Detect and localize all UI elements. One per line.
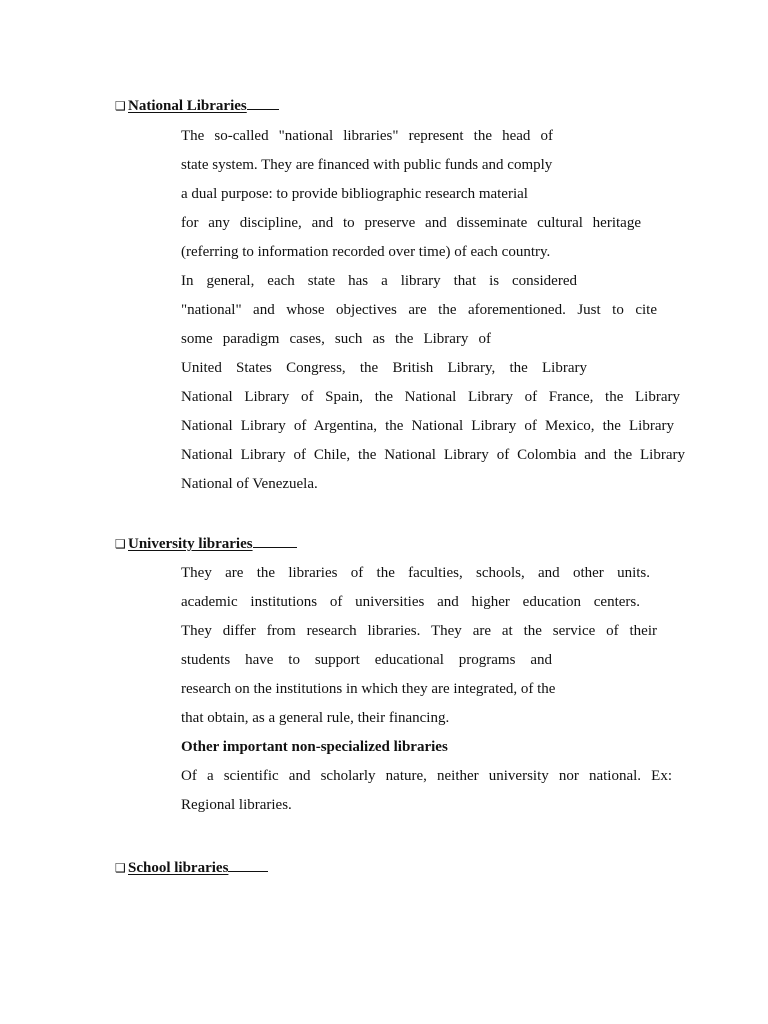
paragraph-line: academic institutions of universities and higher education centers. (181, 594, 640, 610)
paragraph-line: The so-called "national libraries" represent the head of (181, 128, 553, 144)
paragraph-line: In general, each state has a library that is considered (181, 273, 577, 289)
paragraph-line: "national" and whose objectives are the aforementioned. Just to cite (181, 302, 657, 318)
heading-text: School libraries (128, 860, 229, 876)
paragraph-line: a dual purpose: to provide bibliographic research material (181, 186, 528, 202)
section-body-national-libraries (181, 122, 685, 499)
paragraph-line: Regional libraries. (181, 797, 292, 813)
paragraph-line: research on the institutions in which they are integrated, of the (181, 681, 556, 697)
heading-text: National Libraries (128, 98, 247, 114)
paragraph-line: for any discipline, and to preserve and disseminate cultural heritage (181, 215, 641, 231)
paragraph-line: National Library of Chile, the National Library of Colombia and the Library (181, 447, 685, 463)
paragraph-line: United States Congress, the British Library, the Library (181, 360, 587, 376)
heading-underline-tail (228, 857, 268, 872)
heading-underline-tail (247, 95, 279, 110)
paragraph-line: They are the libraries of the faculties, schools, and other units. (181, 565, 650, 581)
section-heading-university-libraries (115, 533, 297, 553)
paragraph-line: National of Venezuela. (181, 476, 318, 492)
paragraph-line: some paradigm cases, such as the Library of (181, 331, 491, 347)
paragraph-line: Of a scientific and scholarly nature, neither university nor national. Ex: (181, 768, 672, 784)
subheading-other-libraries: Other important non-specialized libraries (181, 739, 448, 755)
checkbox-bullet-icon: ❑ (115, 861, 126, 875)
paragraph-line: National Library of Spain, the National Library of France, the Library (181, 389, 680, 405)
section-heading-national-libraries (115, 95, 279, 115)
paragraph-line: They differ from research libraries. They are at the service of their (181, 623, 657, 639)
paragraph-line: state system. They are financed with public funds and comply (181, 157, 553, 173)
section-heading-school-libraries (115, 857, 268, 877)
checkbox-bullet-icon: ❑ (115, 99, 126, 113)
paragraph-line: that obtain, as a general rule, their financing. (181, 710, 450, 726)
paragraph-line: National Library of Argentina, the National Library of Mexico, the Library (181, 418, 674, 434)
checkbox-bullet-icon: ❑ (115, 537, 126, 551)
heading-text: University libraries (128, 536, 253, 552)
paragraph-line: students have to support educational programs and (181, 652, 552, 668)
paragraph-line: (referring to information recorded over time) of each country. (181, 244, 551, 260)
heading-underline-tail (253, 533, 297, 548)
section-body-university-libraries (181, 559, 685, 820)
